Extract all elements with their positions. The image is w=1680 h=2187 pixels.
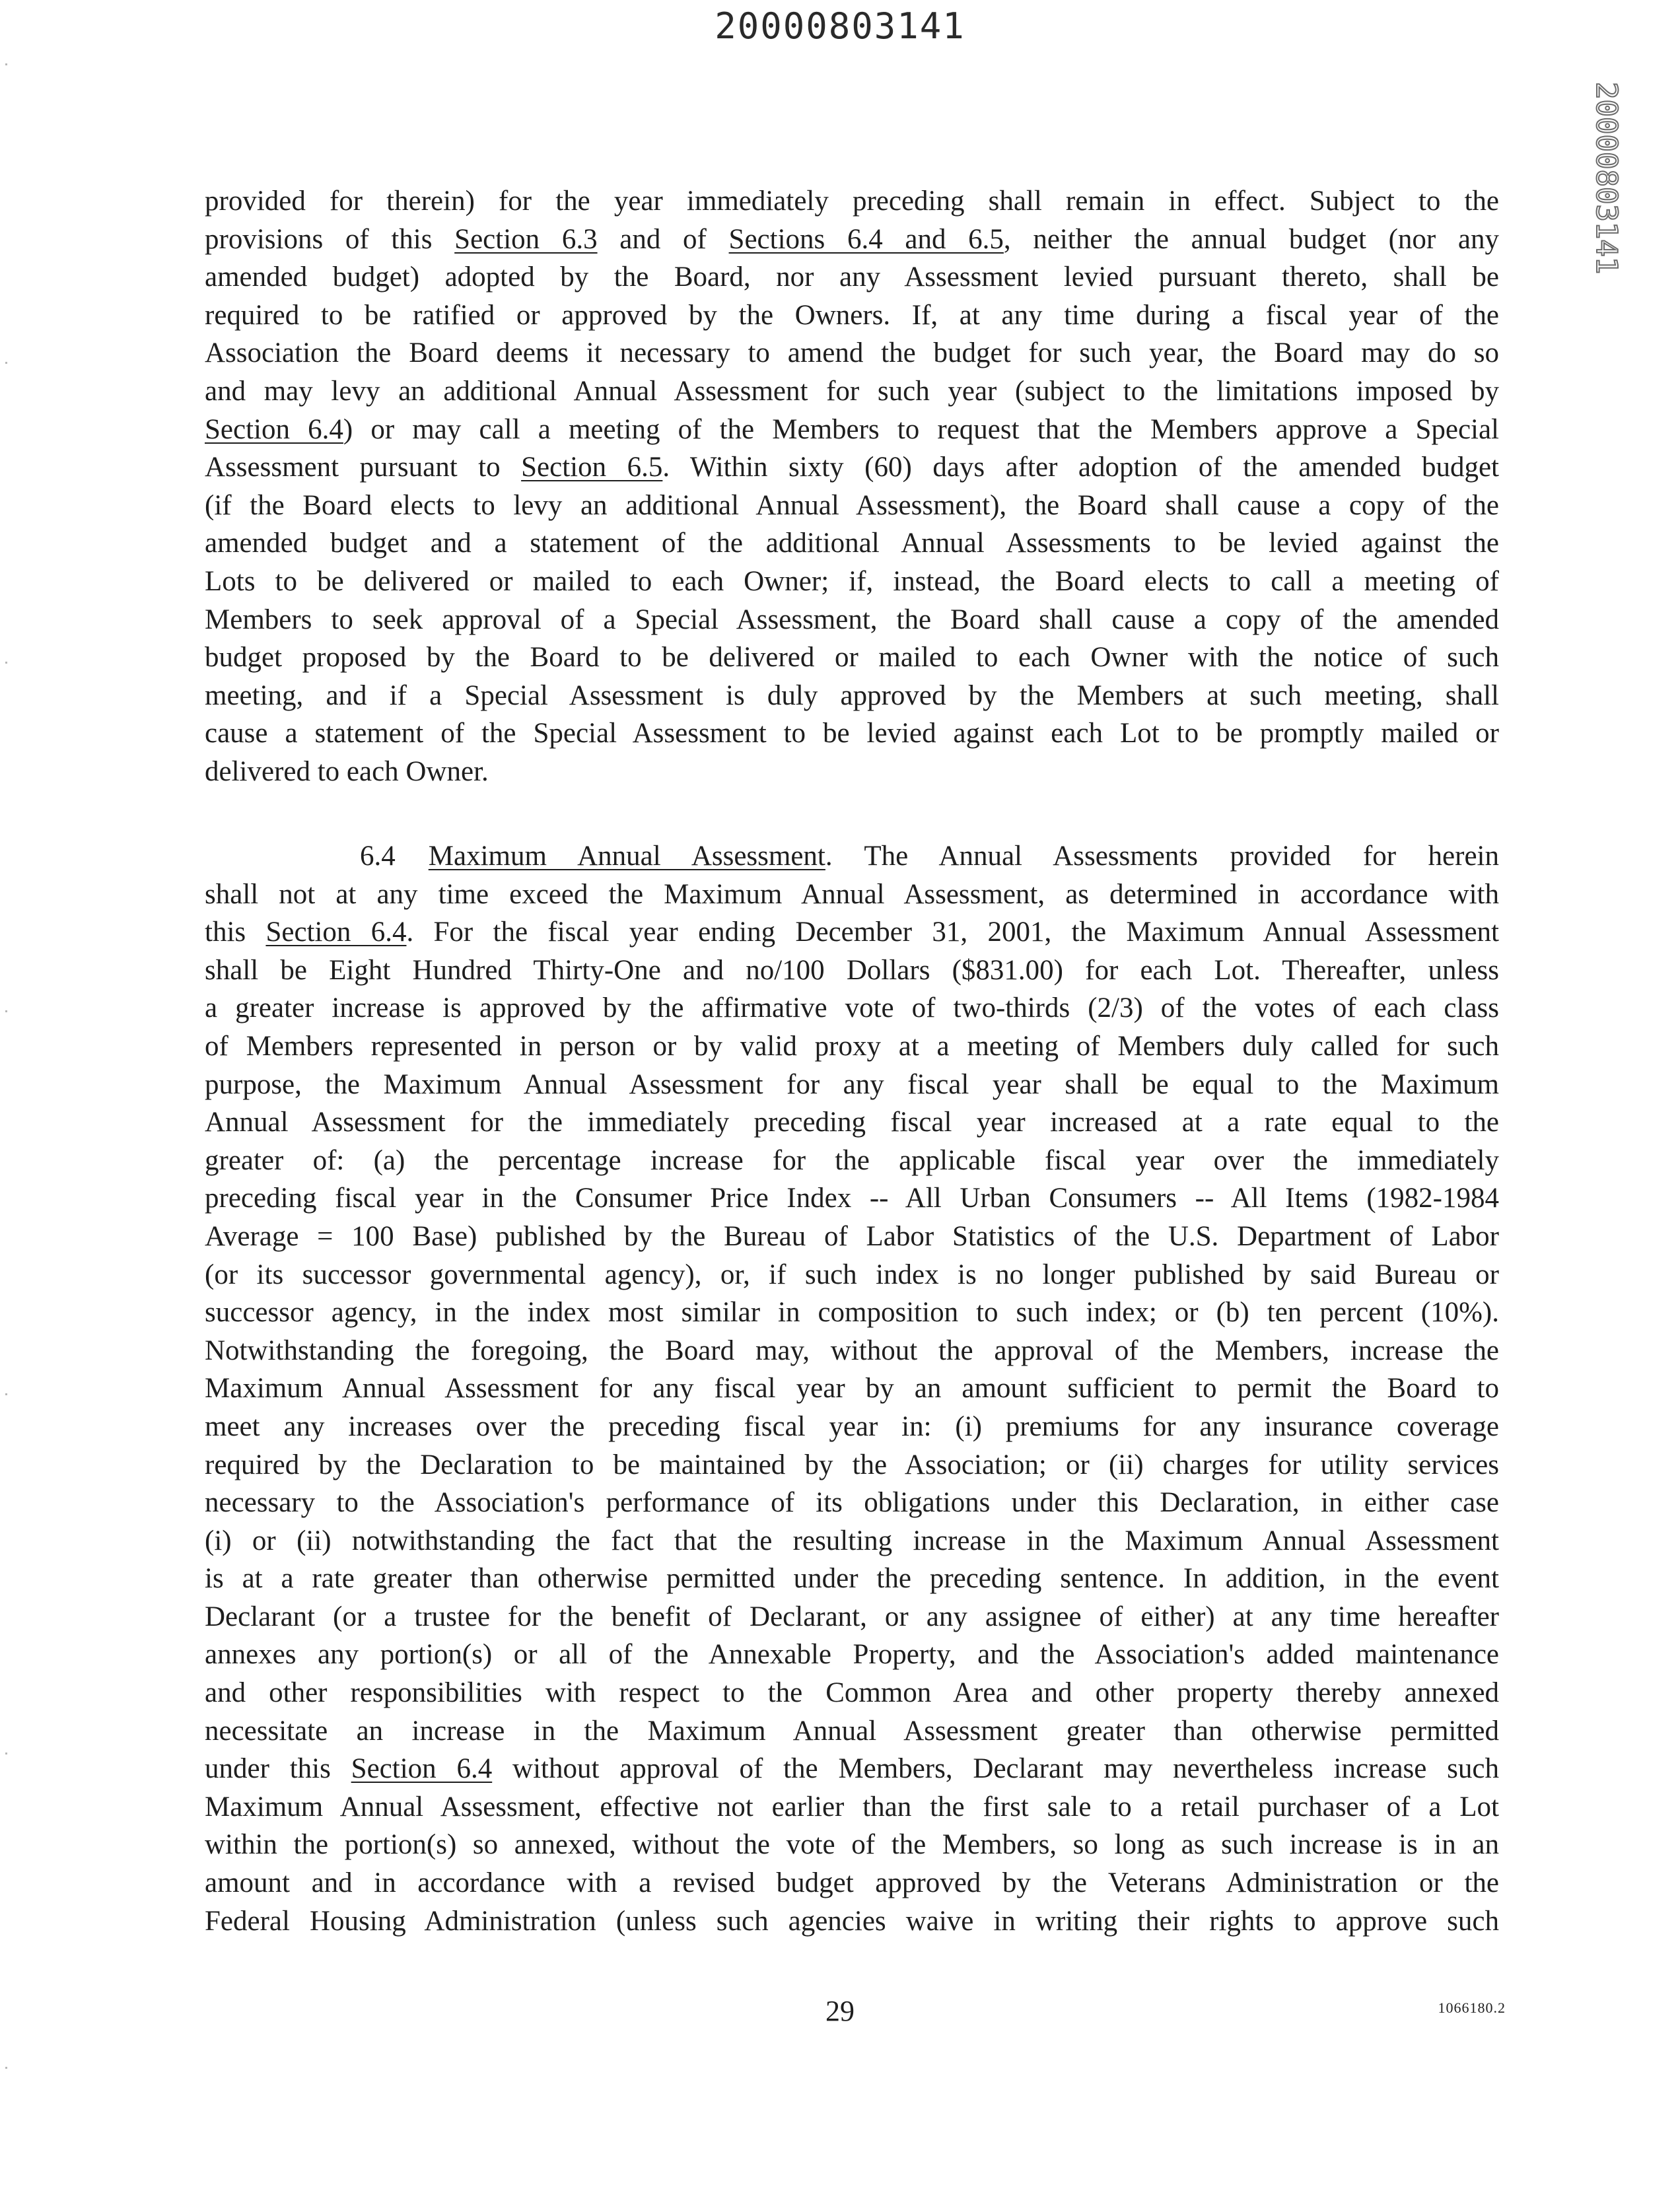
- text-line: budget proposed by the Board to be delivered or mailed to each Owner with the notice of such: [205, 642, 1499, 674]
- margin-stamp-text: 20000803141: [1592, 82, 1623, 275]
- text-line: Average = 100 Base) published by the Bureau of Labor Statistics of the U.S. Department of Labor: [205, 1220, 1499, 1252]
- text-line: purpose, the Maximum Annual Assessment for any fiscal year shall be equal to the Maximum: [205, 1068, 1499, 1100]
- text-line: amended budget and a statement of the additional Annual Assessments to be levied against the: [205, 528, 1499, 559]
- text-line: necessitate an increase in the Maximum Annual Assessment greater than otherwise permitted: [205, 1715, 1499, 1747]
- text-line: Members to seek approval of a Special Assessment, the Board shall cause a copy of the amended: [205, 604, 1499, 635]
- text-line: is at a rate greater than otherwise permitted under the preceding sentence. In addition, in the event: [205, 1563, 1499, 1595]
- text-line: Declarant (or a trustee for the benefit of Declarant, or any assignee of either) at any time hereafter: [205, 1601, 1499, 1632]
- text-line: Section 6.4) or may call a meeting of the Members to request that the Members approve a Special: [205, 413, 1500, 445]
- text-line: shall not at any time exceed the Maximum Annual Assessment, as determined in accordance with: [205, 878, 1499, 910]
- section-6-4-maximum-annual-assessment: [205, 837, 1499, 1940]
- text-line: shall be Eight Hundred Thirty-One and no/100 Dollars ($831.00) for each Lot. Thereafter, unless: [205, 954, 1499, 986]
- margin-stamp: [1592, 79, 1631, 317]
- text-line: delivered to each Owner.: [205, 755, 489, 787]
- text-line: 6.4 Maximum Annual Assessment. The Annual Assessments provided for herein: [360, 841, 1499, 872]
- text-line: (i) or (ii) notwithstanding the fact that the resulting increase in the Maximum Annual Assessment: [205, 1525, 1499, 1556]
- text-line: required by the Declaration to be maintained by the Association; or (ii) charges for utility services: [205, 1449, 1499, 1480]
- text-line: under this Section 6.4 without approval of the Members, Declarant may nevertheless increase such: [205, 1753, 1499, 1785]
- text-line: Maximum Annual Assessment, effective not earlier than the first sale to a retail purchaser of a Lot: [205, 1791, 1499, 1822]
- text-line: preceding fiscal year in the Consumer Price Index -- All Urban Consumers -- All Items (1982-1984: [205, 1183, 1499, 1214]
- text-line: provisions of this Section 6.3 and of Sections 6.4 and 6.5, neither the annual budget (nor any: [205, 223, 1500, 255]
- section-reference: Section 6.4: [265, 917, 407, 948]
- paragraph-6-3-continued: [205, 182, 1499, 791]
- text-line: a greater increase is approved by the affirmative vote of two-thirds (2/3) of the votes of each class: [205, 992, 1499, 1024]
- text-line: meeting, and if a Special Assessment is duly approved by the Members at such meeting, shall: [205, 679, 1499, 711]
- text-line: successor agency, in the index most similar in composition to such index; or (b) ten percent (10%).: [205, 1297, 1499, 1329]
- text-line: Maximum Annual Assessment for any fiscal year by an amount sufficient to permit the Board to: [205, 1373, 1499, 1405]
- page-number: 29: [825, 1995, 855, 2027]
- section-reference: Section 6.4: [205, 413, 343, 445]
- scan-edge-marks: [0, 0, 16, 2187]
- text-line: required to be ratified or approved by the Owners. If, at any time during a fiscal year of the: [205, 299, 1499, 331]
- section-reference: Section 6.5: [521, 452, 663, 483]
- text-line: Lots to be delivered or mailed to each Owner; if, instead, the Board elects to call a meeting of: [205, 565, 1499, 597]
- text-line: provided for therein) for the year immediately preceding shall remain in effect. Subject to the: [205, 186, 1499, 217]
- section-number: 6.4: [360, 841, 396, 872]
- text-line: within the portion(s) so annexed, without the vote of the Members, so long as such increase is in an: [205, 1829, 1499, 1861]
- document-reference: 1066180.2: [1438, 1999, 1506, 2016]
- document-control-number: 20000803141: [715, 5, 965, 47]
- text-line: Assessment pursuant to Section 6.5. Within sixty (60) days after adoption of the amended budget: [205, 452, 1500, 483]
- text-line: this Section 6.4. For the fiscal year ending December 31, 2001, the Maximum Annual Assessment: [205, 917, 1499, 948]
- section-reference: Sections 6.4 and 6.5: [728, 223, 1004, 255]
- text-line: meet any increases over the preceding fiscal year in: (i) premiums for any insurance coverage: [205, 1410, 1499, 1442]
- text-line: greater of: (a) the percentage increase for the applicable fiscal year over the immediately: [205, 1144, 1499, 1176]
- text-line: cause a statement of the Special Assessment to be levied against each Lot to be promptly mailed or: [205, 718, 1499, 749]
- section-reference: Section 6.4: [351, 1753, 493, 1785]
- text-line: Association the Board deems it necessary to amend the budget for such year, the Board may do so: [205, 337, 1499, 369]
- text-line: amended budget) adopted by the Board, nor any Assessment levied pursuant thereto, shall be: [205, 261, 1499, 293]
- text-line: necessary to the Association's performance of its obligations under this Declaration, in either case: [205, 1487, 1499, 1519]
- text-line: Federal Housing Administration (unless such agencies waive in writing their rights to approve such: [205, 1905, 1499, 1937]
- text-line: and may levy an additional Annual Assessment for such year (subject to the limitations imposed by: [205, 375, 1499, 407]
- section-heading: Maximum Annual Assessment: [428, 841, 825, 872]
- text-line: (if the Board elects to levy an additional Annual Assessment), the Board shall cause a copy of the: [205, 489, 1499, 521]
- text-line: Annual Assessment for the immediately preceding fiscal year increased at a rate equal to the: [205, 1107, 1499, 1138]
- text-line: annexes any portion(s) or all of the Annexable Property, and the Association's added maintenance: [205, 1639, 1499, 1671]
- text-line: of Members represented in person or by valid proxy at a meeting of Members duly called for such: [205, 1030, 1499, 1062]
- text-line: (or its successor governmental agency), or, if such index is no longer published by said Bureau or: [205, 1259, 1499, 1290]
- text-line: Notwithstanding the foregoing, the Board may, without the approval of the Members, increase the: [205, 1335, 1499, 1366]
- text-line: amount and in accordance with a revised budget approved by the Veterans Administration or the: [205, 1867, 1499, 1899]
- section-reference: Section 6.3: [454, 223, 598, 255]
- text-line: and other responsibilities with respect to the Common Area and other property thereby annexed: [205, 1677, 1499, 1709]
